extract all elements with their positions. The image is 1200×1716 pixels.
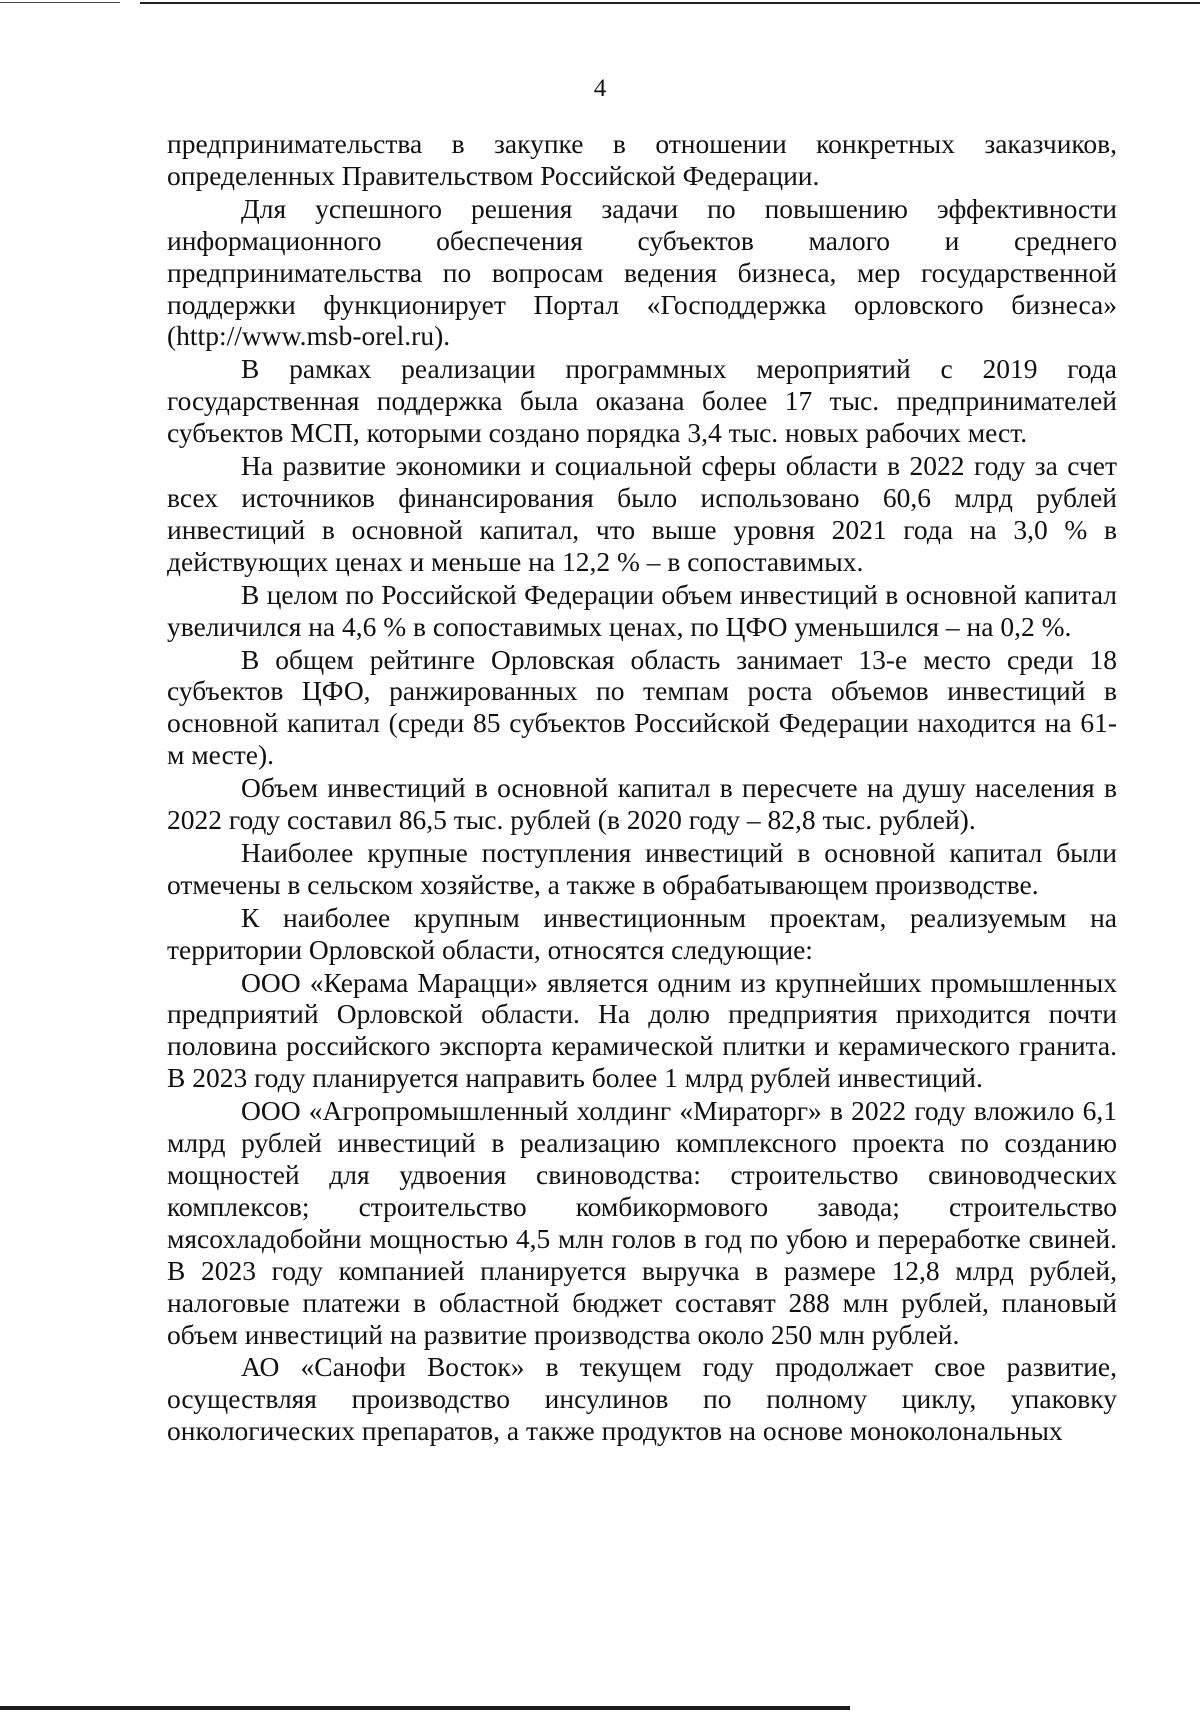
paragraph: В общем рейтинге Орловская область занимает 13-е место среди 18 субъектов ЦФО, ранжированных по темпам роста объемов инвестиций в основной капитал (среди 85 субъектов Российской Федерации находится на 61-м месте). <box>167 643 1117 771</box>
paragraph: предпринимательства в закупке в отношении конкретных заказчиков, определенных Правительством Российской Федерации. <box>167 128 1117 191</box>
scan-edge-line <box>0 2 120 3</box>
scan-edge-line <box>140 2 1200 4</box>
paragraph: В целом по Российской Федерации объем инвестиций в основной капитал увеличился на 4,6 % в сопоставимых ценах, по ЦФО уменьшился – на 0,2 %. <box>167 578 1117 642</box>
paragraph: К наиболее крупным инвестиционным проектам, реализуемым на территории Орловской области, относятся следующие: <box>167 901 1117 965</box>
scan-edge-line <box>0 1706 850 1710</box>
paragraph: На развитие экономики и социальной сферы области в 2022 году за счет всех источников финансирования было использовано 60,6 млрд рублей инвестиций в основной капитал, что выше уровня 2021 года на 3,0 % в действующих ценах и меньше на 12,2 % – в сопоставимых. <box>167 450 1117 577</box>
paragraph: АО «Санофи Восток» в текущем году продолжает свое развитие, осуществляя производство инсулинов по полному циклу, упаковку онкологических препаратов, а также продуктов на основе моноколональных <box>167 1351 1117 1447</box>
paragraph: Для успешного решения задачи по повышению эффективности информационного обеспечения субъектов малого и среднего предпринимательства по вопросам ведения бизнеса, мер государственной поддержки функционирует Портал «Господдержка орловского бизнеса» (http://www.msb-orel.ru). <box>167 192 1117 352</box>
page-number: 4 <box>593 75 607 102</box>
document-body <box>167 128 1117 1448</box>
paragraph: Объем инвестиций в основной капитал в пересчете на душу населения в 2022 году составил 86,5 тыс. рублей (в 2020 году – 82,8 тыс. рублей). <box>167 772 1117 836</box>
paragraph: ООО «Агропромышленный холдинг «Мираторг» в 2022 году вложило 6,1 млрд рублей инвестиций в реализацию комплексного проекта по созданию мощностей для удвоения свиноводства: строительство свиноводческих комплексов; строительство комбикормового завода; строительство мясохладобойни мощностью 4,5 млн голов в год по убою и переработке свиней. В 2023 году компанией планируется выручка в размере 12,8 млрд рублей, налоговые платежи в областной бюджет составят 288 млн рублей, плановый объем инвестиций на развитие производства около 250 млн рублей. <box>167 1095 1117 1350</box>
paragraph: Наиболее крупные поступления инвестиций в основной капитал были отмечены в сельском хозяйстве, а также в обрабатывающем производстве. <box>167 836 1117 900</box>
paragraph: ООО «Керама Марацци» является одним из крупнейших промышленных предприятий Орловской области. На долю предприятия приходится почти половина российского экспорта керамической плитки и керамического гранита. В 2023 году планируется направить более 1 млрд рублей инвестиций. <box>167 966 1117 1094</box>
paragraph: В рамках реализации программных мероприятий с 2019 года государственная поддержка была оказана более 17 тыс. предпринимателей субъектов МСП, которыми создано порядка 3,4 тыс. новых рабочих мест. <box>167 353 1117 449</box>
